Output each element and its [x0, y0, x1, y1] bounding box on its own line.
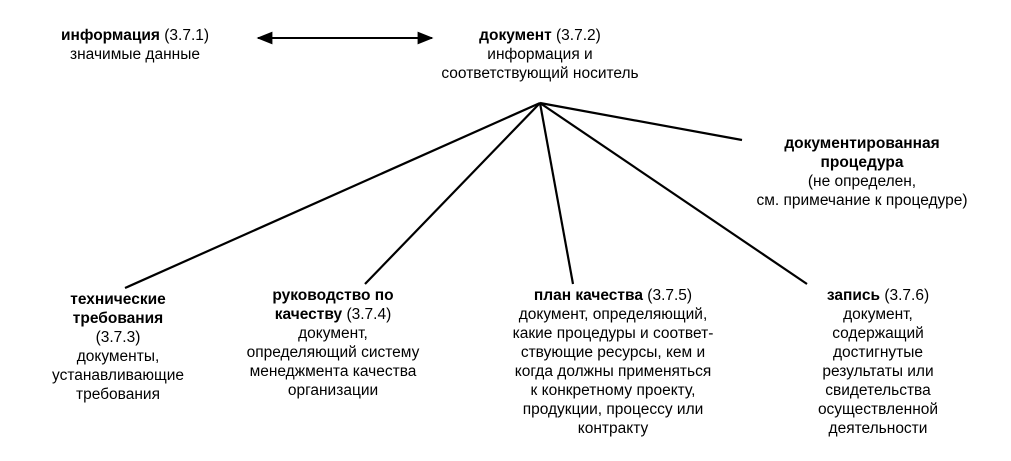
document-definition-line2: соответствующий носитель [441, 65, 639, 82]
connector-quality-plan [540, 103, 573, 284]
specification-definition-line2: устанавливающие [52, 367, 184, 384]
document-node [410, 26, 670, 83]
record-definition-line4: результаты или [822, 363, 934, 380]
connector-quality-manual [365, 103, 540, 284]
record-definition-line3: достигнутые [833, 344, 923, 361]
documented-procedure-note-line1: (не определен, [807, 173, 917, 190]
quality-plan-definition-line5: к конкретному проекту, [530, 382, 696, 399]
quality-manual-definition-line2: определяющий систему [246, 344, 420, 361]
documented-procedure-node [722, 134, 1002, 210]
quality-manual-node [218, 286, 448, 400]
specification-term-line1: технические [70, 291, 166, 308]
information-ref: (3.7.1) [164, 27, 210, 44]
quality-plan-node [468, 286, 758, 438]
document-definition-line1: информация и [487, 46, 593, 63]
information-node [30, 26, 240, 64]
record-definition-line7: деятельности [828, 420, 928, 437]
quality-manual-definition-line3: менеджмента качества [249, 363, 417, 380]
document-term: документ [479, 27, 552, 44]
quality-manual-term-line1: руководство по [272, 287, 394, 304]
quality-manual-term-line2: качеству [274, 306, 343, 323]
specification-definition-line3: требования [76, 386, 160, 403]
record-node [778, 286, 978, 438]
quality-manual-definition-line1: документ, [298, 325, 368, 342]
record-definition-line2: содержащий [832, 325, 924, 342]
specification-ref: (3.7.3) [95, 329, 141, 346]
specification-term-line2: требования [72, 310, 164, 327]
quality-plan-definition-line6: продукции, процессу или [522, 401, 704, 418]
record-definition-line6: осуществленной [817, 401, 939, 418]
connector-specification [125, 103, 540, 288]
information-definition: значимые данные [70, 46, 200, 63]
quality-plan-definition-line1: документ, определяющий, [518, 306, 708, 323]
quality-manual-ref: (3.7.4) [346, 306, 392, 323]
quality-plan-term: план качества [533, 287, 643, 304]
record-ref: (3.7.6) [884, 287, 930, 304]
record-definition-line5: свидетельства [825, 382, 931, 399]
quality-manual-definition-line4: организации [287, 382, 379, 399]
documented-procedure-term-line2: процедура [820, 154, 904, 171]
specification-node [18, 290, 218, 404]
documented-procedure-note-line2: см. примечание к процедуре) [756, 192, 968, 209]
quality-plan-definition-line3: ствующие ресурсы, кем и [520, 344, 706, 361]
specification-definition-line1: документы, [76, 348, 160, 365]
record-term: запись [826, 287, 881, 304]
quality-plan-definition-line2: какие процедуры и соответ- [512, 325, 714, 342]
quality-plan-ref: (3.7.5) [647, 287, 693, 304]
document-ref: (3.7.2) [556, 27, 601, 44]
quality-plan-definition-line7: контракту [577, 420, 649, 437]
quality-plan-definition-line4: когда должны применяться [514, 363, 712, 380]
record-definition-line1: документ, [843, 306, 913, 323]
documented-procedure-term-line1: документированная [784, 135, 940, 152]
information-term: информация [60, 27, 160, 44]
connector-documented-procedure [540, 103, 742, 140]
